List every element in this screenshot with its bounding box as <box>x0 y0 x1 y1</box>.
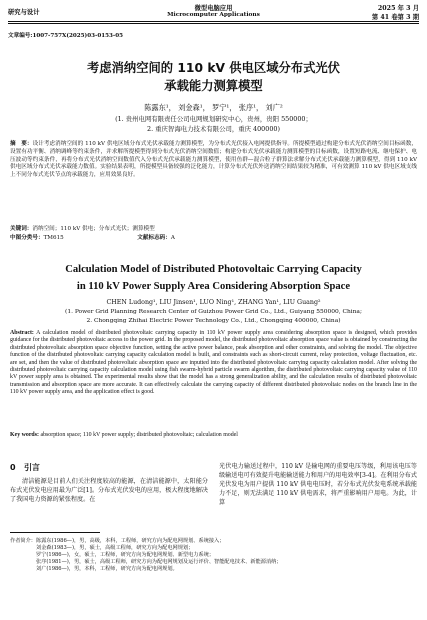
footnote-lines <box>36 538 417 573</box>
section-number: 0 <box>10 463 16 472</box>
footnote-line: 张序(1981—)，男，硕士，高级工程师，研究方向为配电网规划及运行评价、智能配电技术、新能源消纳； <box>36 559 282 565</box>
abstract-zh-label: 摘 要： <box>10 141 33 147</box>
footnote-line: 刘金森(1983—)，男，硕士，高级工程师，研究方向为配电网规划； <box>36 545 194 551</box>
clc-label: 中图分类号： <box>10 235 44 241</box>
issue-date: 2025 年 3 月 <box>377 5 419 12</box>
section-title: 引言 <box>23 463 40 472</box>
footnote-line: 刘广(1986—)，男，本科，工程师，研究方向为配电网规划。 <box>36 566 178 572</box>
title-zh-line2: 承载能力测算模型 <box>164 79 263 93</box>
footnote-line: 罗宁(1986—)，女，硕士，工程师，研究方向为配电网规划、新型电力系统； <box>36 552 215 558</box>
abstract-en <box>10 330 417 397</box>
footnote-rule <box>10 532 100 533</box>
affiliation-zh-2: 2. 重庆智海电力技术有限公司，重庆 400000) <box>147 125 280 133</box>
doc-code-value: A <box>170 235 175 241</box>
journal-section-label: 研究与设计 <box>8 9 40 16</box>
keywords-en-text: absorption space; 110 kV power supply; distributed photovoltaic; calculation model <box>40 432 238 438</box>
authors-en: CHEN Ludong¹, LIU Jinsen¹, LUO Ning¹, ZHANG Yan¹, LIU Guang² <box>106 299 321 306</box>
journal-name-zh: 微型电脑应用 <box>194 5 233 12</box>
header-rule-bottom <box>8 23 419 24</box>
article-id: 文章编号:1007-757X(2025)03-0153-05 <box>8 33 123 39</box>
clc-value: TM615 <box>43 235 64 241</box>
abstract-en-label: Abstract: <box>10 330 34 336</box>
keywords-zh-label: 关键词： <box>10 226 33 232</box>
keywords-zh-text: 消纳空间；110 kV 供电；分布式光伏；测算模型 <box>32 226 155 232</box>
title-en-line2: in 110 kV Power Supply Area Considering Absorption Space <box>76 281 351 292</box>
affiliation-en-2: 2. Chongqing Zhihai Electric Power Technology Co., Ltd., Chongqing 400000, China) <box>86 318 341 324</box>
header-rule-top <box>8 21 419 22</box>
title-zh-line1: 考虑消纳空间的 110 kV 供电区域分布式光伏 <box>87 61 340 75</box>
intro-right-column: 光伏电力输送过程中，110 kV 是输电网的重要电压等级，利用该电压等级输送电可有效提升电能输送能力和用户的用电效率[3-4]。在利用分布式光伏发电为用户提供 110 kV 供电电压时，若分布式光伏发电系统承载能力不足，则无法满足 110 kV 供电需求，将严重影响用户用电。为此，计算 <box>219 463 417 506</box>
keywords-en <box>10 432 417 440</box>
abstract-en-text: A calculation model of distributed photovoltaic carrying capacity in 110 kV power supply area considering absorption space is designed, which provides guidance for the distributed photovoltaic access to the power grid. In the proposed model, the distributed photovoltaic absorption space value is obtained by constructing the distributed photovoltaic absorption space objective function, setting the active power balance, peak absorption and other constraints, and solving the model. The objective function of the distributed photovoltaic carrying capacity calculation model is built, and constraints such as short-circuit current, relay protection, voltage fluctuation, etc. are set, and then the value of distributed photovoltaic absorption space are inputted into the distributed photovoltaic carrying capacity calculation model. After solving the distributed photovoltaic carrying capacity calculation model using fish swarm-hybrid particle swarm algorithm, the distributed photovoltaic carrying capacity value of 110 kV power supply area is obtained. The experimental results show that the model has a strong generalization ability, and the calculation results of distributed photovoltaic transmission and absorption space are more accurate. It can effectively calculate the carrying capacity of different distributed photovoltaic nodes on the branch line in the 110 kV power supply area, and the application effect is good. <box>10 330 417 396</box>
classification-line <box>10 235 417 243</box>
title-en-line1: Calculation Model of Distributed Photovoltaic Carrying Capacity <box>65 264 362 275</box>
keywords-en-label: Key words: <box>10 432 39 438</box>
doc-code-label: 文献标志码： <box>137 235 171 241</box>
keywords-zh <box>10 226 417 234</box>
abstract-zh-text: 设计考虑消纳空间的 110 kV 供电区域分布式光伏承载能力测算模型，为分布式光伏接入电网提供指导。所提模型通过构建分布式光伏消纳空间目标函数，设置有功平衡、消纳调峰等约束条件，并求解所提模型得到分布式光伏消纳空间数值；构建分布式光伏承载能力测算模型的目标函数，设置短路电流、继电保护、电压波动等约束条件，再将分布式光伏消纳空间数值代入分布式光伏承载能力测算模型，使用鱼群—混合粒子群算法求解分布式光伏承载能力测算模型，得到 110 kV 供电区域分布式光伏承载能力数值。实验结果表明，所提模型具备较强的泛化能力，计算分布式光伏外送消纳空间结果较为精准，可有效测算 110 kV 供电区域支线上不同分布式光伏节点的承载能力，应用效果良好。 <box>10 141 417 179</box>
volume-issue: 第 41 卷第 3 期 <box>371 14 419 21</box>
journal-name-en: Microcomputer Applications <box>167 12 260 18</box>
intro-left-column: 清洁能源是目前人们关注程度较高的能源，在清洁能源中，太阳能分布式光伏发电应用最为广泛[1]。分布式光伏发电的应用，极大程度地解决了我国电力资源的紧张程度。在 <box>10 478 208 503</box>
section-heading <box>10 462 40 473</box>
affiliation-en-1: (1. Power Grid Planning Research Center of Guizhou Power Grid Co., Ltd., Guiyang 550000, China; <box>65 309 362 315</box>
abstract-zh <box>10 141 417 180</box>
authors-zh: 陈露东¹， 刘金森¹， 罗宁¹， 张序¹， 刘广² <box>144 103 283 112</box>
footnote-label: 作者简介： <box>10 538 36 544</box>
footnote-line: 陈露东(1986—)，男，高级，本科，工程师，研究方向为配电网规划、系统接入； <box>36 538 225 544</box>
affiliation-zh-1: (1. 贵州电网有限责任公司电网规划研究中心，贵州，贵阳 550000； <box>115 115 312 123</box>
